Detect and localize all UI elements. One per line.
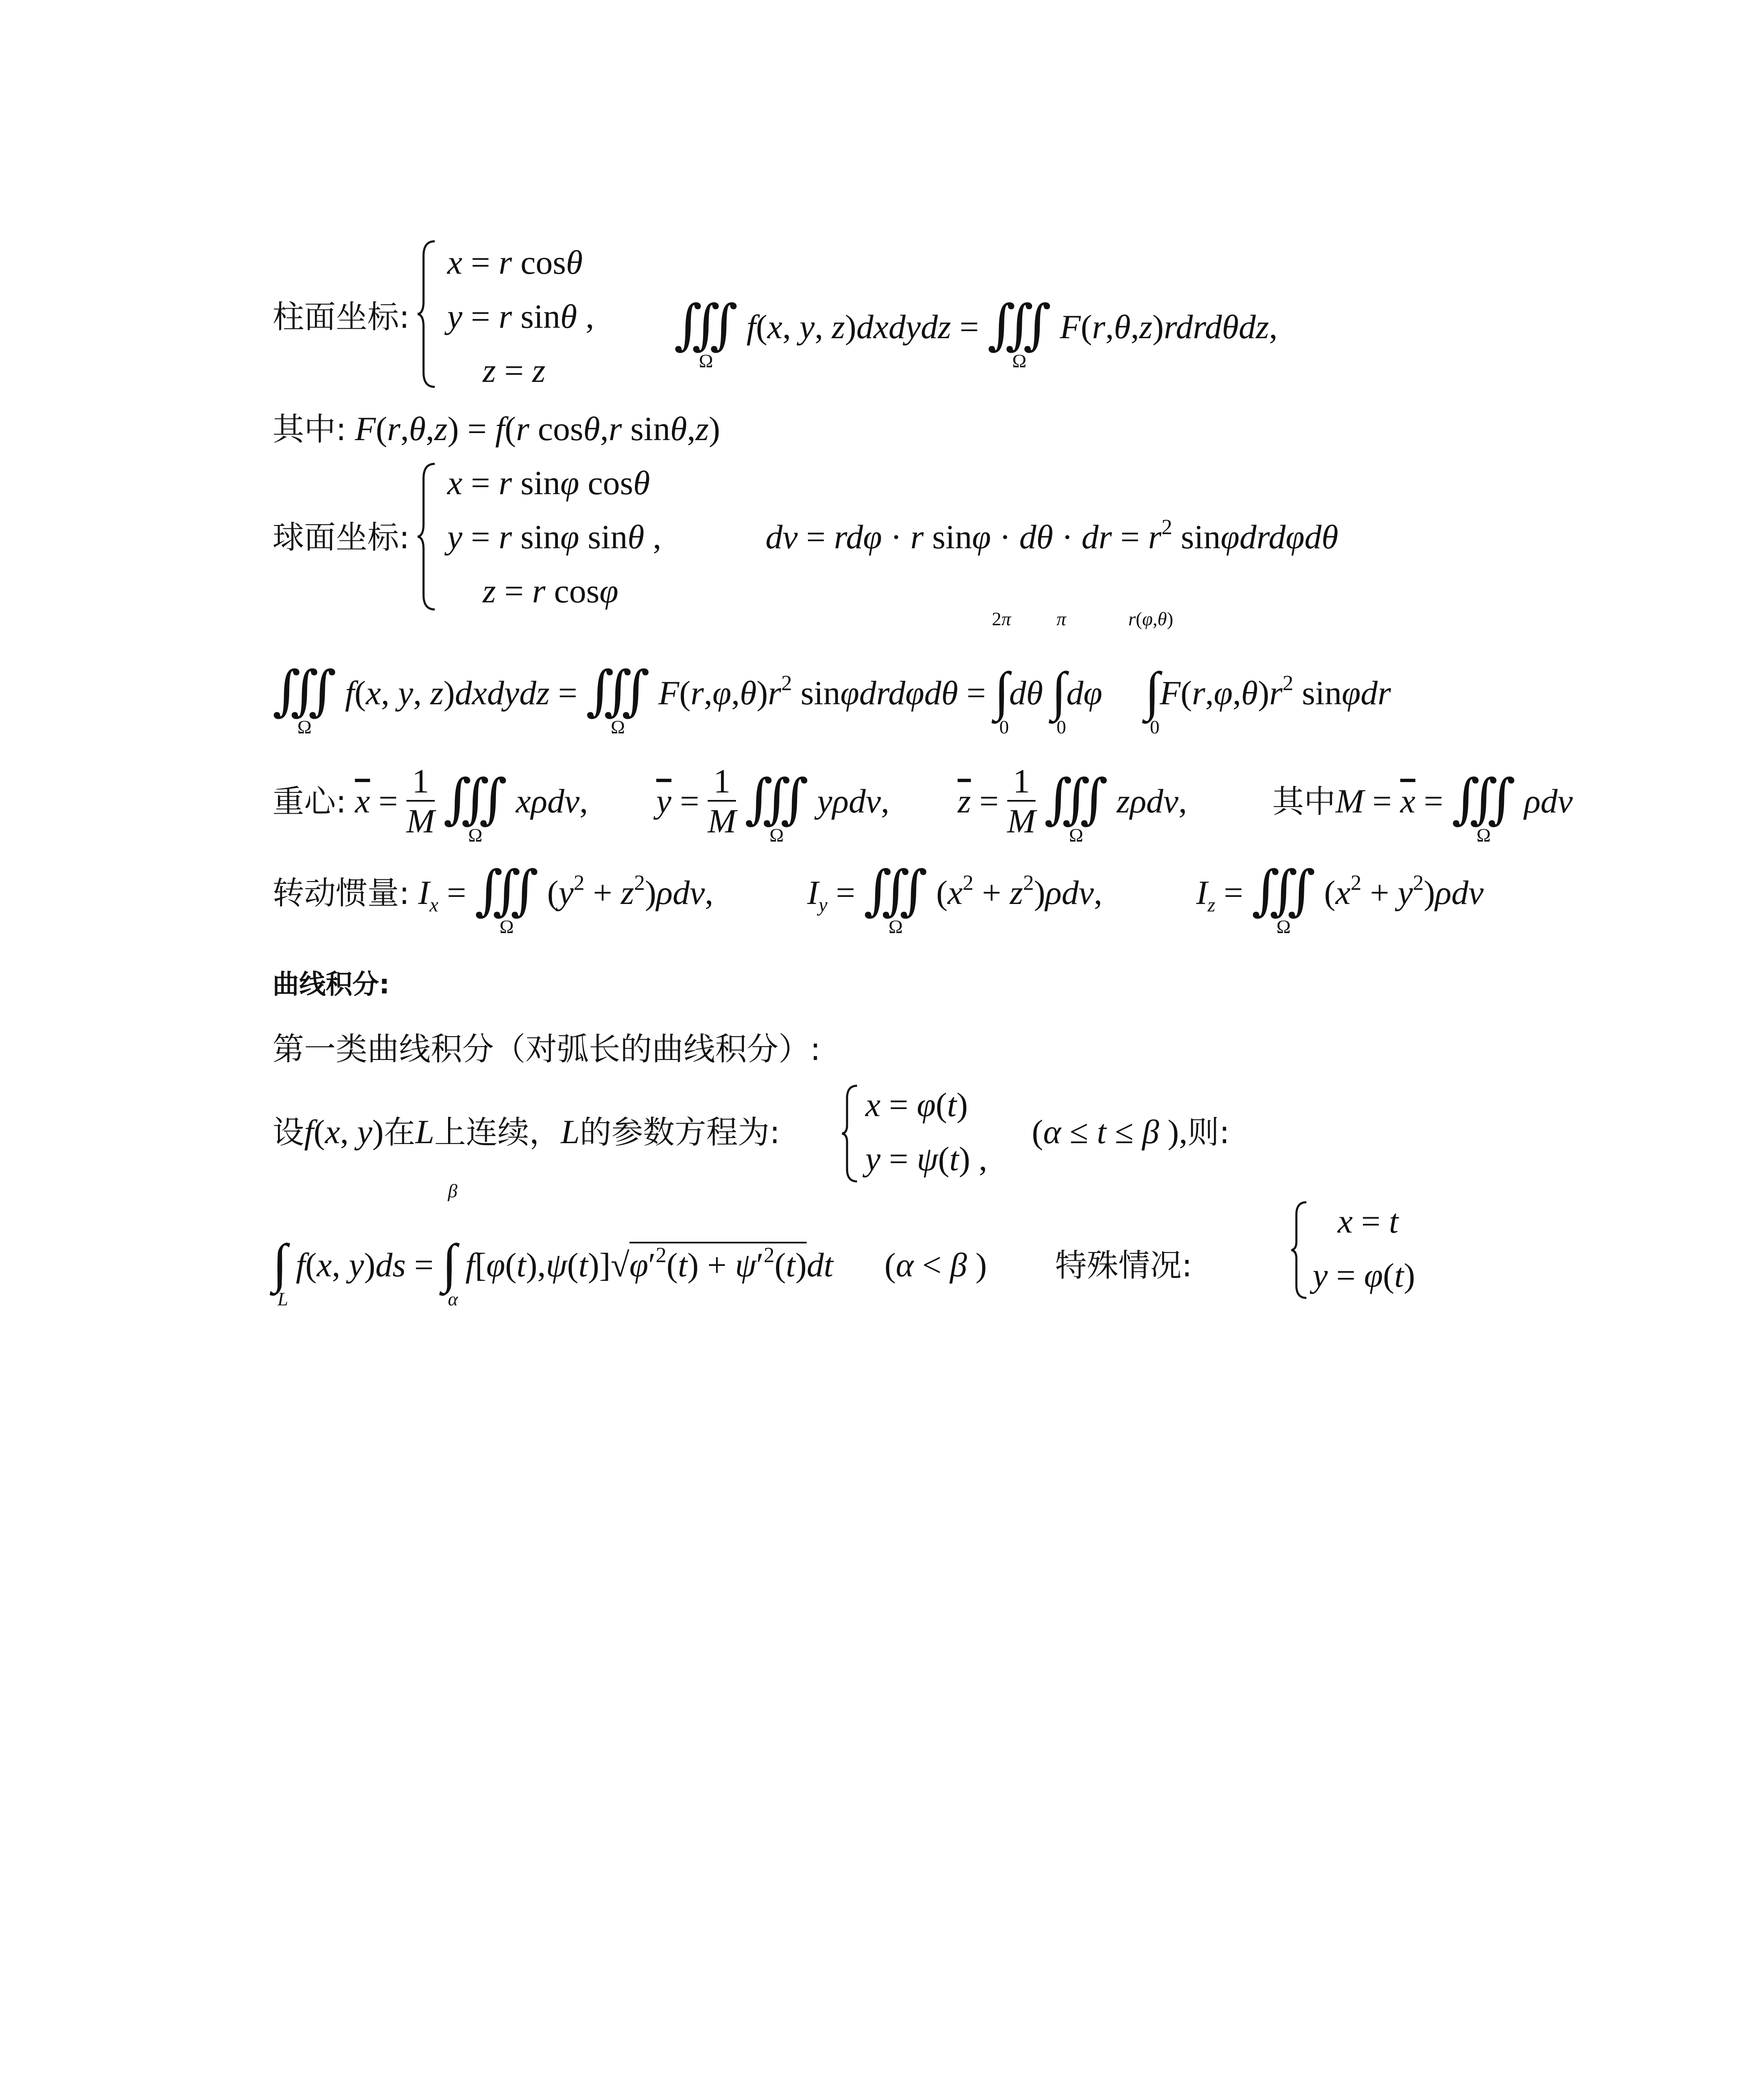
- spherical-label: 球面坐标:: [273, 519, 410, 556]
- special-eq-x: x = t: [1338, 1202, 1399, 1240]
- spherical-triple-integral: ∭ Ω f(x, y, z)dxdydz = ∭ Ω $F(r,\varphi,\theta)r^2$ sinφdrdφdθ = ∫ 2π 0 dθ ∫ π 0 dφ ∫ r(φ,θ) 0 $F(r,\varphi,\theta)r^2$ sinφdr: [273, 608, 1391, 738]
- first-kind-title: 第一类曲线积分（对弧长的曲线积分）:: [273, 1030, 821, 1067]
- curve-integral-heading: 曲线积分:: [273, 969, 390, 1000]
- centroid-row: 重心: $\overline{x}$ = $\frac{1}{M}$ ∭ Ω xρdv, $\overline{y}$ = $\frac{1}{M}$ ∭ Ω yρdv, $\overline{z}$ = $\frac{1}{M}$ ∭ Ω zρdv, 其中$M = \overline{x}$ = ∭ Ω ρdv: [273, 762, 1573, 846]
- spherical-eq-x: x = r sinφ cosθ: [447, 464, 650, 502]
- special-case-brace: [1290, 1200, 1311, 1300]
- cylindrical-eq-z: z = z: [483, 352, 546, 389]
- param-brace: [840, 1084, 861, 1184]
- curve-setup-row: 设f(x, y)在L上连续，L的参数方程为:: [273, 1113, 780, 1151]
- param-range: (α ≤ t ≤ β ),则:: [1032, 1113, 1230, 1151]
- where-F-definition: 其中: F(r,θ,z) = f(r cosθ,r sinθ,z): [273, 410, 720, 448]
- cylindrical-triple-integral: ∭ Ω f(x, y, z)dxdydz = ∭ Ω F(r,θ,z)rdrdθdz,: [674, 295, 1278, 371]
- spherical-volume-element: dv = rdφ · r sinφ · dθ · dr = $r^2$ sinφdrdφdθ: [766, 515, 1338, 556]
- arc-length-integral: ∫ L f(x, y)ds = ∫ β α $f[\varphi(t),\psi(t)]√\varphi'^2(t) + \psi'^2(t)dt$ (α < β ) 特殊情况:: [273, 1180, 1192, 1310]
- param-eq-y: y = ψ(t) ,: [865, 1140, 988, 1178]
- special-eq-y: y = φ(t): [1313, 1256, 1415, 1294]
- cylindrical-label: 柱面坐标:: [273, 298, 410, 335]
- param-eq-x: x = φ(t): [865, 1086, 968, 1124]
- spherical-brace: [416, 462, 441, 612]
- cylindrical-brace: [416, 239, 441, 389]
- cylindrical-eq-y: y = r sinθ ,: [447, 297, 595, 335]
- cylindrical-eq-x: x = r cosθ: [447, 243, 583, 281]
- moment-of-inertia-row: 转动惯量: $I_x$ = ∭ Ω $(y^2 + z^2)\rho dv$, $I_y$ = ∭ Ω $(x^2 + z^2)\rho dv$, $I_z$ = ∭ Ω $(x^2 + y^2)\rho dv$: [273, 861, 1484, 937]
- spherical-eq-z: z = r cosφ: [483, 572, 619, 610]
- spherical-eq-y: y = r sinφ sinθ ,: [447, 518, 662, 556]
